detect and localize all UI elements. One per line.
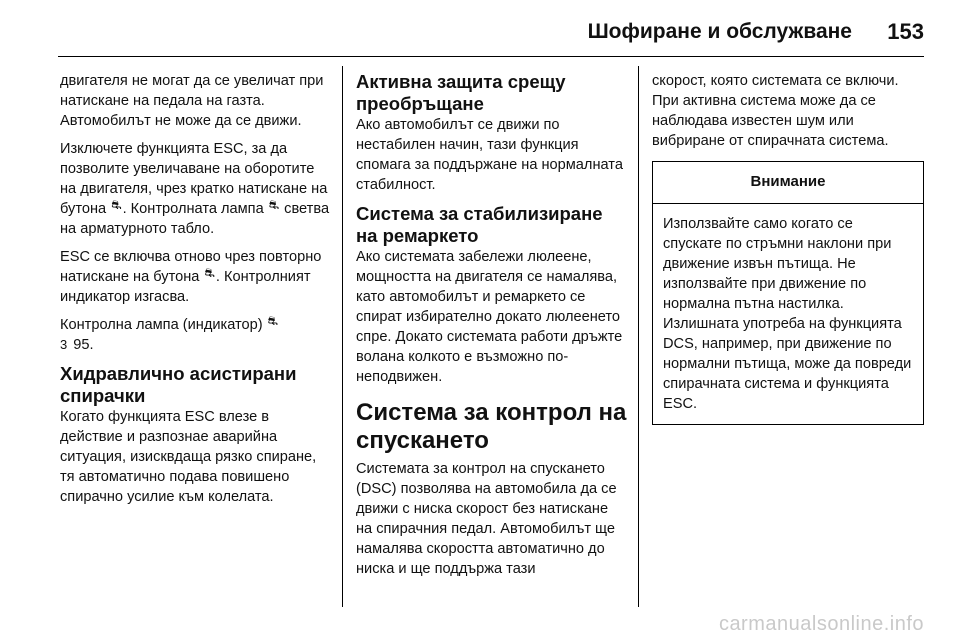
paragraph: ESC се включва отново чрез повторно натискане на бутона ⛐. Контролният индикатор изгасва. xyxy=(60,249,322,305)
paragraph: двигателя не могат да се увеличат при натискане на педала на газта. Автомобилът не може да се движи. xyxy=(60,73,324,129)
column-1 xyxy=(60,71,332,507)
caution-box xyxy=(652,161,924,425)
paragraph: Когато функцията ESC влезе в действие и разпознае аварийна ситуация, изисквдаща рязко спиране, тя автоматично подава повишено спирачно усилие към колелата. xyxy=(60,409,317,505)
cross-reference-icon: 3 xyxy=(60,337,68,352)
watermark: carmanualsonline.info xyxy=(718,613,924,635)
column-2 xyxy=(356,71,628,579)
caution-title: Внимание xyxy=(653,162,923,204)
column-divider-2 xyxy=(638,66,639,607)
paragraph: Ако автомобилът се движи по нестабилен начин, тази функция спомага за поддържане на нормалната стабилност. xyxy=(356,117,623,193)
section-heading-rollover-protection: Активна защита срещу преобръщане xyxy=(356,71,566,114)
paragraph: скорост, която системата се включи. При активна система може да се наблюдава известен шум или вибриране от спирачната система. xyxy=(652,73,899,149)
page-reference-link[interactable]: 95. xyxy=(73,337,94,353)
esc-off-button-icon: ⛐ xyxy=(268,198,280,212)
column-3 xyxy=(652,71,924,425)
paragraph: Контролна лампа (индикатор) ⛐ 3 95. xyxy=(60,314,279,353)
section-heading-trailer-stability: Система за стабилизиране на ремаркето xyxy=(356,203,603,246)
esc-off-button-icon: ⛐ xyxy=(204,266,215,280)
esc-off-button-icon: ⛐ xyxy=(111,198,122,212)
section-heading-descent-control: Система за контрол на спускането xyxy=(356,399,627,454)
header-rule xyxy=(58,56,924,57)
section-heading-hydraulic-brakes: Хидравлично асистирани спирачки xyxy=(60,363,297,406)
paragraph: Ако системата забележи люлеене, мощността на двигателя се намалява, като автомобилът и ремаркето се спират избирателно докато люлеенето спре. Докато системата работи дръжте волана колкото е възможно по-неподвижен. xyxy=(356,249,623,385)
esc-off-button-icon: ⛐ xyxy=(267,314,279,328)
paragraph: Системата за контрол на спускането (DSC) позволява на автомобила да се движи с ниска скорост без натискане на спирачния педал. Автомобилът ще намалява скоростта автоматично до ниска и ще поддържа тази xyxy=(356,461,617,577)
column-divider-1 xyxy=(342,66,343,607)
paragraph: Изключете функцията ESC, за да позволите увеличаване на оборотите на двигателя, чрез кратко натискане на бутона ⛐. Контролната лампа ⛐ светва на арматурното табло. xyxy=(60,141,330,237)
page-number: 153 xyxy=(887,19,924,44)
header-title: Шофиране и обслужване xyxy=(587,20,852,43)
caution-text: Използвайте само когато се спускате по стръмни наклони при движение извън пътища. Не използвайте при движение по нормална пътна настилка. Излишната употреба на функцията DCS, например, при движение по нормални пътища, може да повреди спирачната система и функцията ESC. xyxy=(663,216,912,412)
